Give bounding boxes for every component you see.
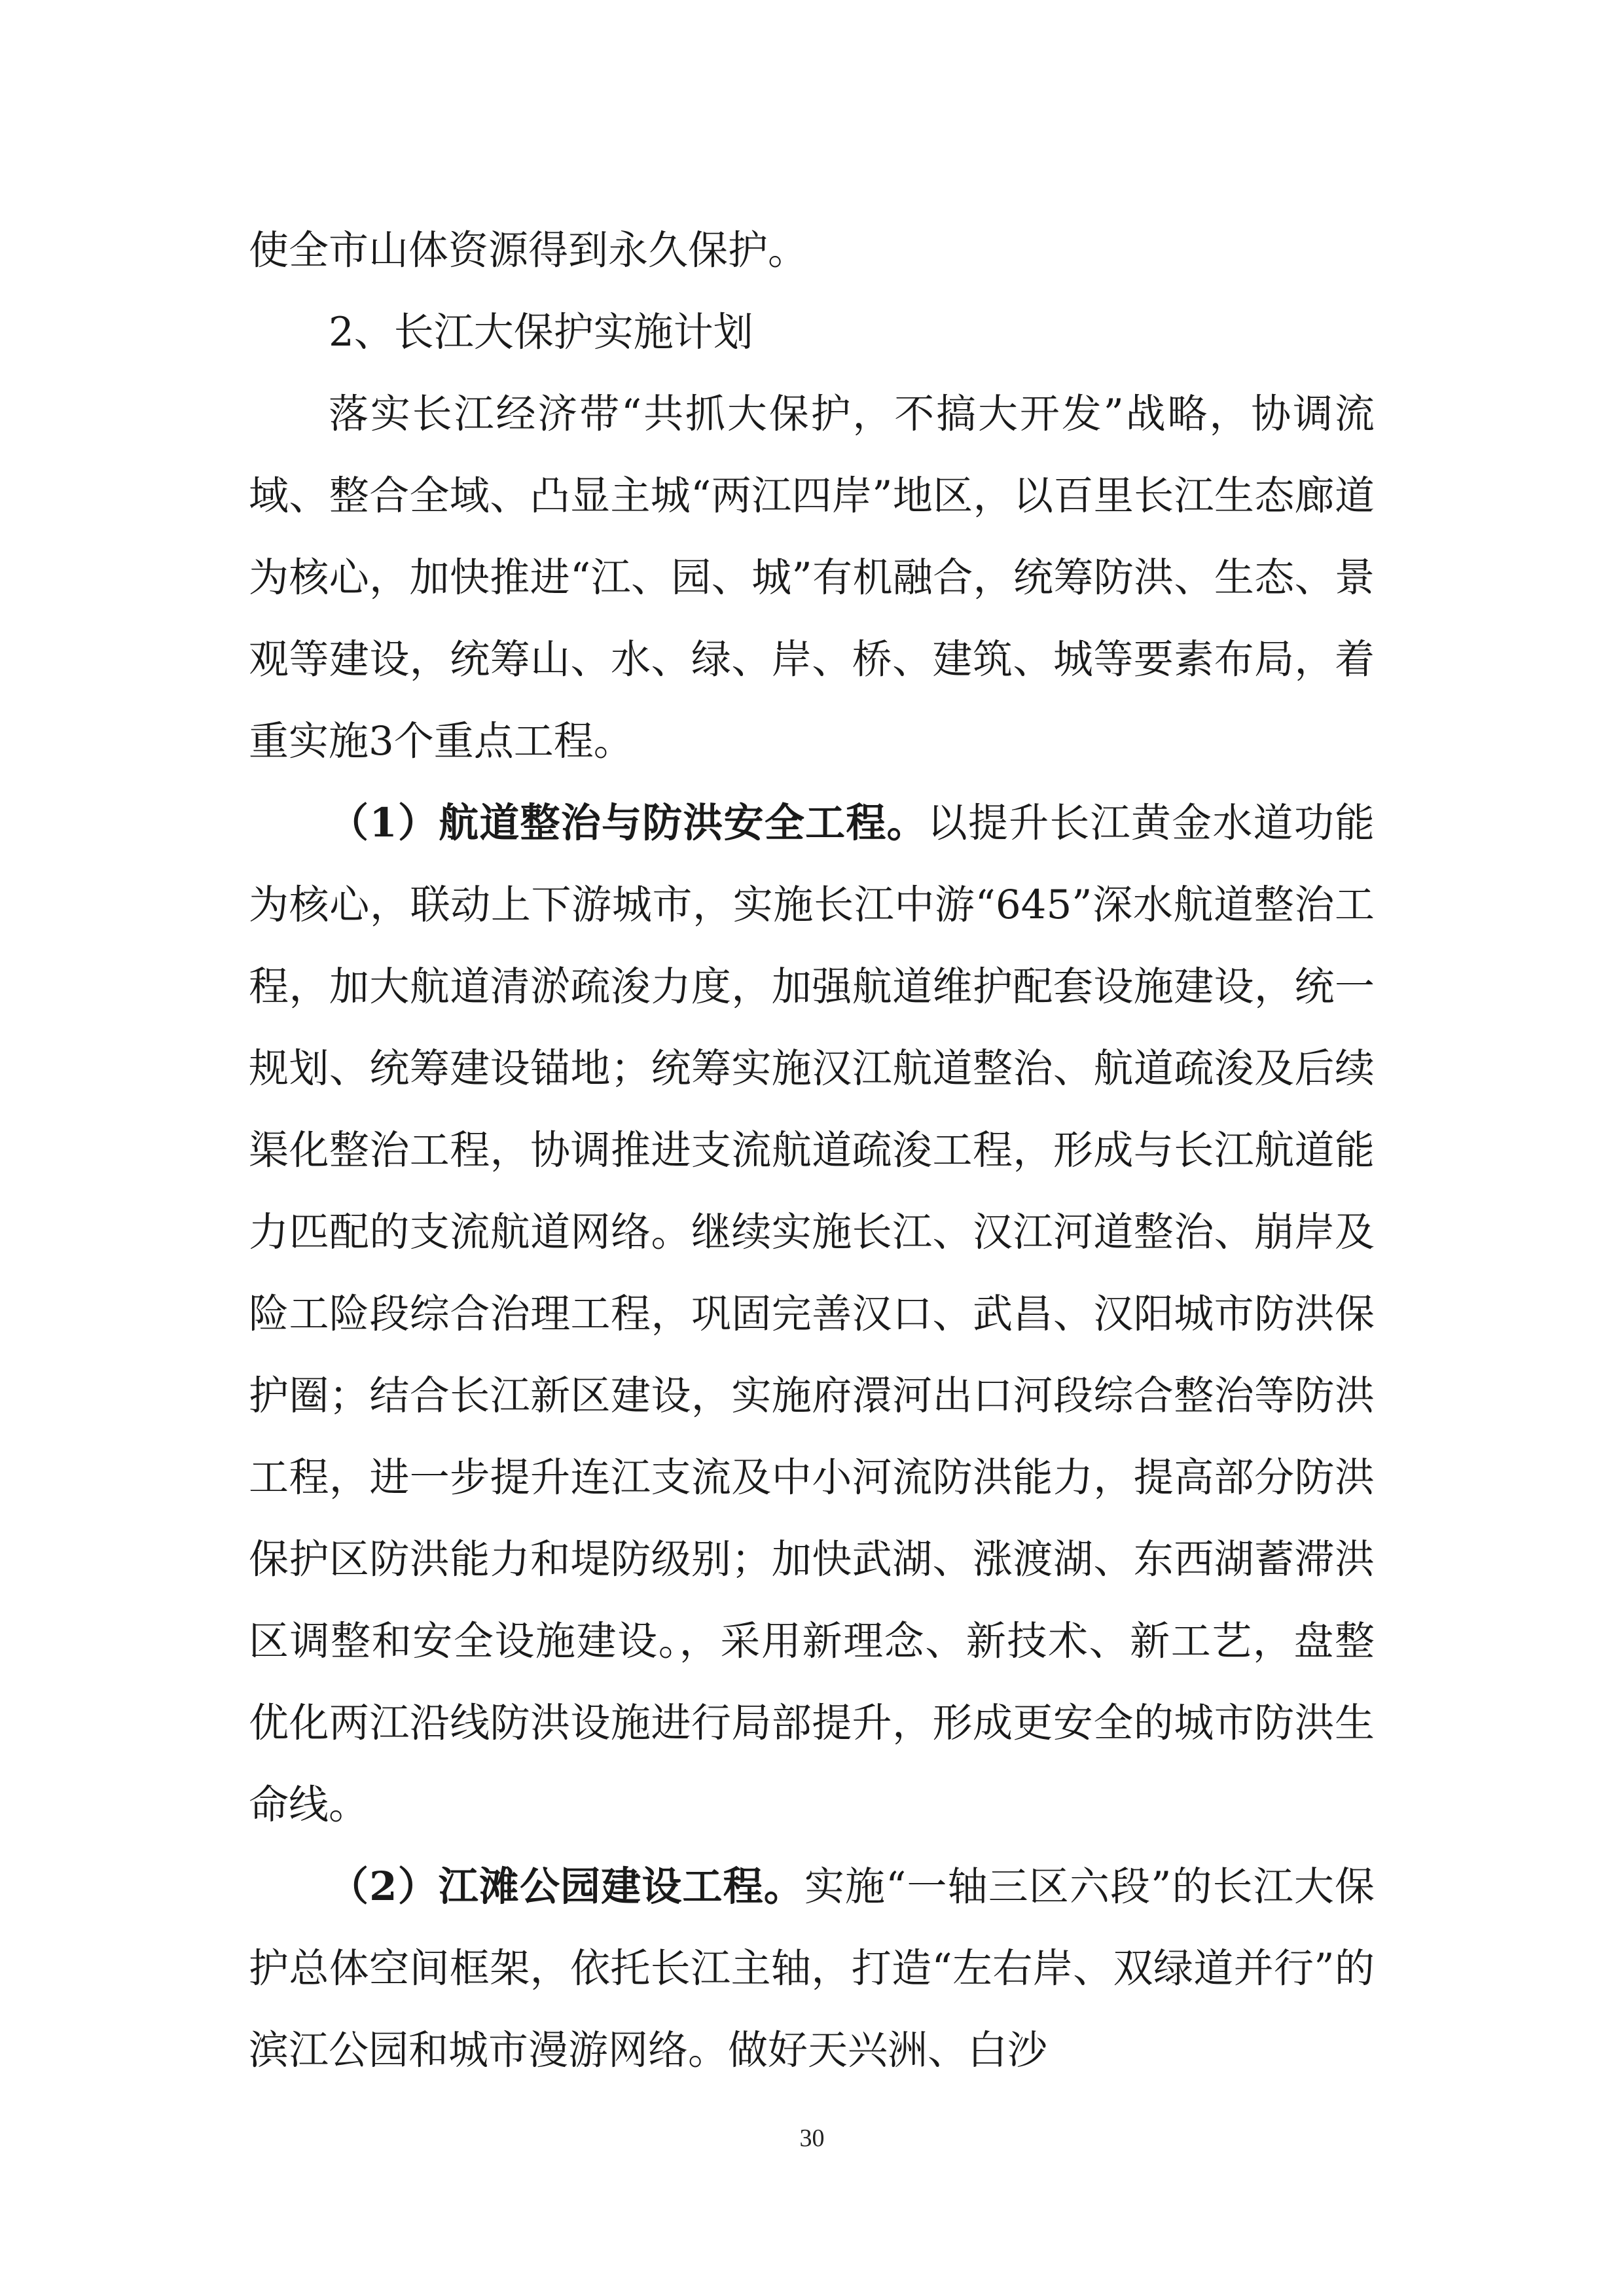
paragraph-item-2 bbox=[249, 1846, 1375, 2091]
paragraph-item-1 bbox=[249, 782, 1375, 1846]
page-number: 30 bbox=[799, 2125, 825, 2152]
document-body bbox=[249, 209, 1375, 2091]
item-2-body: 实施“一轴三区六段”的长江大保护总体空间框架，依托长江主轴，打造“左右岸、双绿道并行”的滨江公园和城市漫游网络。做好天兴洲、白沙 bbox=[249, 1863, 1375, 2073]
item-1-title: （1）航道整治与防洪安全工程。 bbox=[329, 800, 928, 846]
paragraph-continuation: 使全市山体资源得到永久保护。 bbox=[249, 227, 808, 274]
item-2-title: （2）江滩公园建设工程。 bbox=[329, 1863, 804, 1910]
paragraph-intro: 落实长江经济带“共抓大保护，不搞大开发”战略，协调流域、整合全域、凸显主城“两江四岸”地区，以百里长江生态廊道为核心，加快推进“江、园、城”有机融合，统筹防洪、生态、景观等建设，统筹山、水、绿、岸、桥、建筑、城等要素布局，着重实施3个重点工程。 bbox=[249, 391, 1375, 764]
section-heading: 2、长江大保护实施计划 bbox=[329, 309, 753, 355]
item-1-body: 以提升长江黄金水道功能为核心，联动上下游城市，实施长江中游“645”深水航道整治工程，加大航道清淤疏浚力度，加强航道维护配套设施建设，统一规划、统筹建设锚地；统筹实施汉江航道整治、航道疏浚及后续渠化整治工程，协调推进支流航道疏浚工程，形成与长江航道能力匹配的支流航道网络。继续实施长江、汉江河道整治、崩岸及险工险段综合治理工程，巩固完善汉口、武昌、汉阳城市防洪保护圈；结合长江新区建设，实施府澴河出口河段综合整治等防洪工程，进一步提升连江支流及中小河流防洪能力，提高部分防洪保护区防洪能力和堤防级别；加快武湖、涨渡湖、东西湖蓄滞洪区调整和安全设施建设。，采用新理念、新技术、新工艺，盘整优化两江沿线防洪设施进行局部提升，形成更安全的城市防洪生命线。 bbox=[249, 800, 1375, 1828]
